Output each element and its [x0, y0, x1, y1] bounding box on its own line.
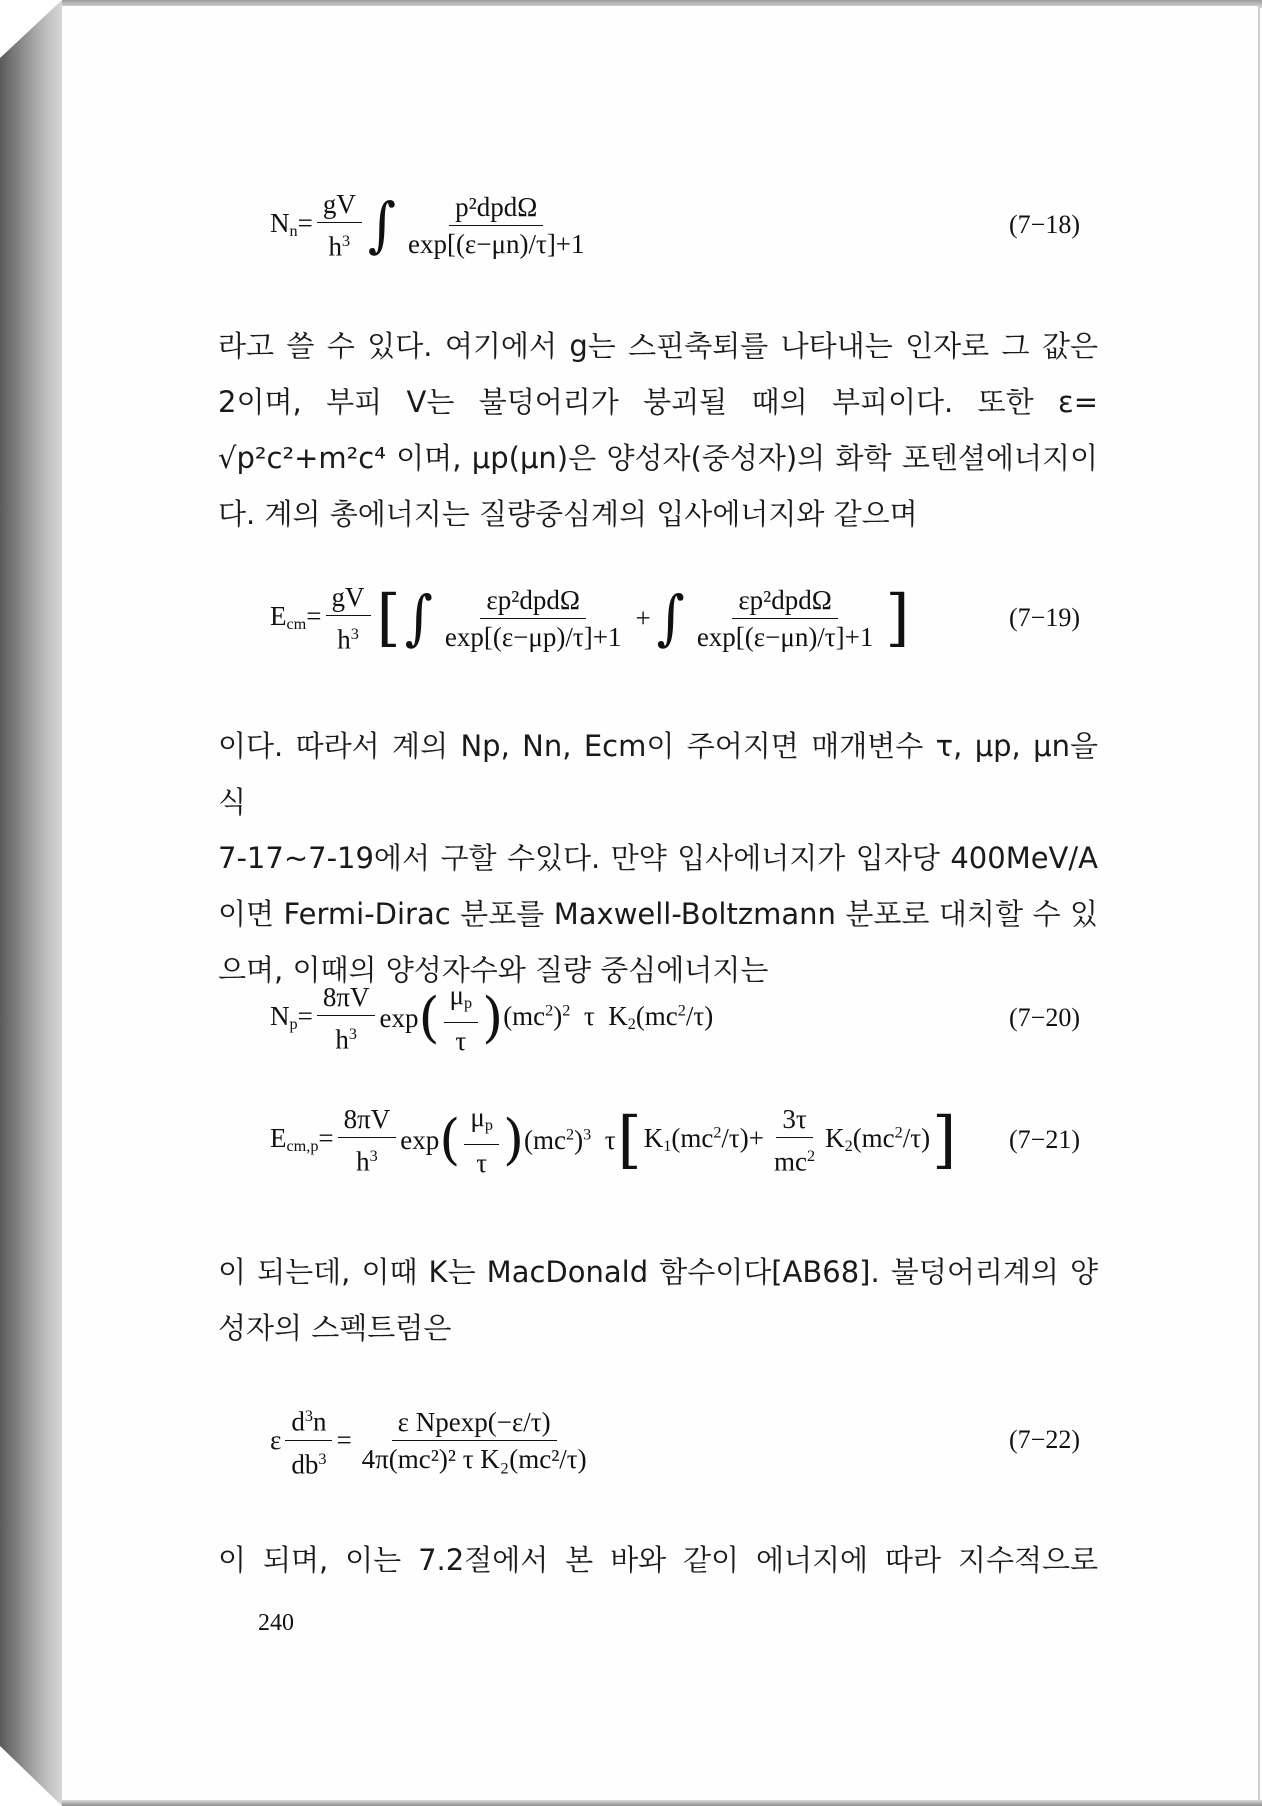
- page-number: 240: [258, 1610, 294, 1636]
- text-line: 이다. 따라서 계의 Np, Nn, Ecm이 주어지면 매개변수 τ, μp, μn을 식: [218, 729, 1098, 819]
- text-line: 7-17~7-19에서 구할 수있다. 만약 입사에너지가 입자당 400MeV/A: [218, 841, 1098, 875]
- text-line: 다. 계의 총에너지는 질량중심계의 입사에너지와 같으며: [218, 497, 918, 531]
- eq19-denominator-p: exp[(ε−μp)/τ]+1: [444, 621, 622, 652]
- eq22-denominator: 4π(mc²)² τ K₂(mc²/τ): [361, 1443, 587, 1474]
- book-spine-edge: [0, 0, 62, 1806]
- eq19-numerator-p: εp²dpdΩ: [480, 584, 586, 619]
- equation-number: (7−18): [1009, 210, 1080, 239]
- text-line: 성자의 스펙트럼은: [218, 1311, 452, 1345]
- text-line: 2이며, 부피 V는 불덩어리가 붕괴될 때의 부피이다. 또한 ε=: [218, 385, 1098, 419]
- paragraph-4: [218, 1532, 1098, 1588]
- text-line: 이 되는데, 이때 K는 MacDonald 함수이다[AB68]. 불덩어리계의 양: [218, 1255, 1098, 1289]
- eq22-numerator: ε Npexp(−ε/τ): [392, 1406, 557, 1441]
- equation-number: (7−19): [1009, 603, 1080, 632]
- equation-7-19: $E_{cm}=$ $\frac{gV}{h^3}$ [ ∫ $\frac{\text{εp²dpdΩ}}{\exp[(\varepsilon-\mu p)/\tau]+1}$ + ∫ $\frac{\text{εp²dpdΩ}}{\exp[(\varepsilon-\mu n)/\tau]+1}$ ] (7−19): [270, 581, 1080, 655]
- paragraph-2: [218, 718, 1098, 998]
- equation-7-22: ε $\frac{d^3n}{db^3}$ = $\frac{\text{ε Npexp(−ε/τ)}}{\text{4π(mc²)² τ K₂(mc²/τ)}}$ (7−22): [270, 1400, 1080, 1480]
- eq19-denominator-n: exp[(ε−μn)/τ]+1: [696, 621, 874, 652]
- paragraph-3: [218, 1244, 1098, 1356]
- equation-7-18: $N_n=$ $\frac{gV}{h^3}$ ∫ $\frac{\text{p²dpdΩ}}{\exp[(\varepsilon-\mu n)/\tau]+1}$ (7−18): [270, 188, 1080, 262]
- equation-number: (7−21): [1009, 1125, 1080, 1154]
- text-line: 이면 Fermi-Dirac 분포를 Maxwell-Boltzmann 분포로 대치할 수 있: [218, 897, 1098, 931]
- equation-7-21: $E_{cm,p}=$ $\frac{8\pi V}{h^3}$ exp ( $\frac{\mu_p}{\tau}$ ) $(mc^2)^3$ τ [ $K_1(mc^2/\tau)+$ $\frac{3\tau}{mc^2}$ $K_2(mc^2/\tau)$ ] (7−21): [270, 1102, 1080, 1178]
- equation-number: (7−22): [1009, 1425, 1080, 1454]
- eq18-numerator: p²dpdΩ: [449, 191, 543, 226]
- eq18-denominator: exp[(ε−μn)/τ]+1: [407, 228, 585, 259]
- equation-7-20: $N_p=$ $\frac{8\pi V}{h^3}$ exp ( $\frac{\mu_p}{\tau}$ ) $(mc^2)^2$ τ $K_2(mc^2/\tau)$ (7−20): [270, 980, 1080, 1056]
- eq19-numerator-n: εp²dpdΩ: [732, 584, 838, 619]
- text-line: 이 되며, 이는 7.2절에서 본 바와 같이 에너지에 따라 지수적으로: [218, 1543, 1098, 1577]
- paragraph-1: [218, 318, 1098, 542]
- text-line: 라고 쓸 수 있다. 여기에서 g는 스핀축퇴를 나타내는 인자로 그 값은: [218, 329, 1098, 363]
- book-bottom-edge: [62, 1800, 1262, 1806]
- text-line: 으며, 이때의 양성자수와 질량 중심에너지는: [218, 953, 769, 987]
- equation-number: (7−20): [1009, 1003, 1080, 1032]
- text-line: √p²c²+m²c⁴ 이며, μp(μn)은 양성자(중성자)의 화학 포텐셜에너지이: [218, 441, 1098, 475]
